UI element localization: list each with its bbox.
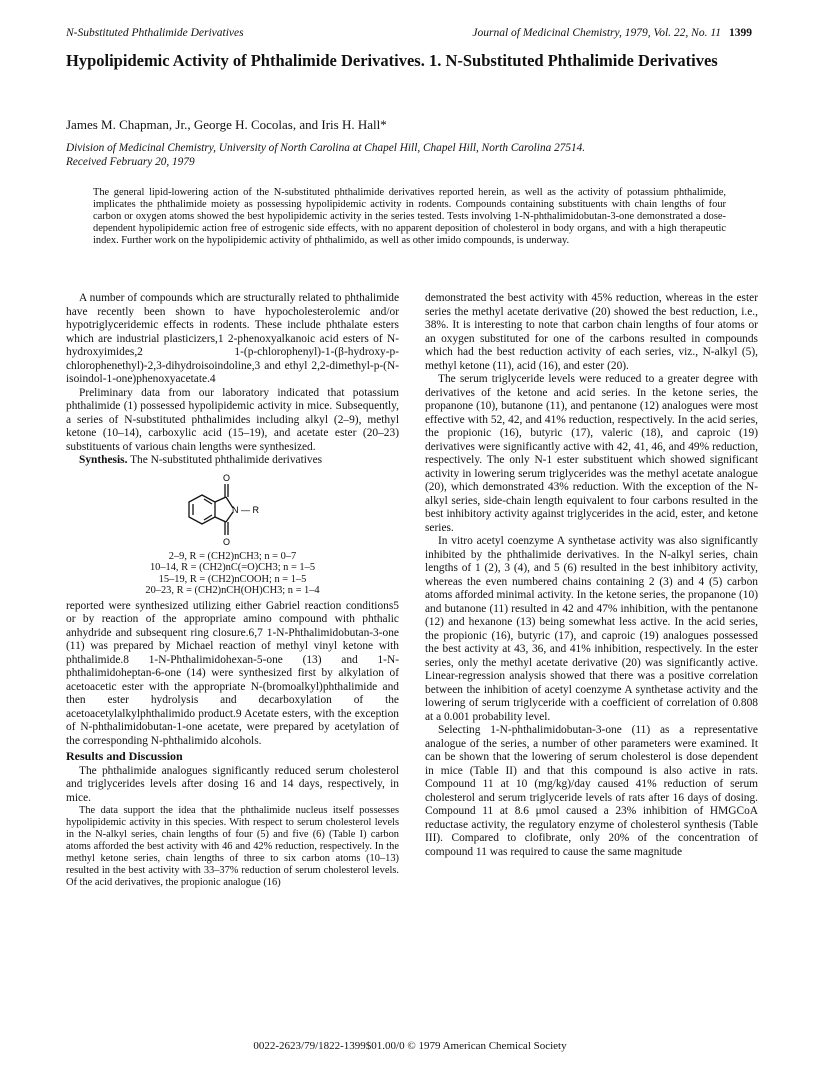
copyright-footer: 0022-2623/79/1822-1399$01.00/0 © 1979 American Chemical Society [253,1040,567,1052]
formula-line: 2–9, R = (CH2)nCH3; n = 0–7 [168,550,297,562]
formula-line: 15–19, R = (CH2)nCOOH; n = 1–5 [158,573,307,585]
results-paragraph-2: The data support the idea that the phthalimide nucleus itself possesses hypolipidemic activity in this species. With respect to serum cholesterol levels in the N-alkyl series, chain lengths of four (5) and five (6) (Table I) carbon atoms afforded the best activity with 46 and 42% reduction, respectively. In the methyl ketone series, chain lengths of three to six carbon atoms (10–13) resulted in the best activity with 33–37% reduction of serum cholesterol levels. Of the acid derivatives, the propionic analogue (16) [66,805,399,888]
article-title: Hypolipidemic Activity of Phthalimide Derivatives. 1. N-Substituted Phthalimide Derivatives [66,51,718,70]
intro-paragraph-2: Preliminary data from our laboratory indicated that potassium phthalimide (1) possessed hypolipidemic activity in mice. Subsequently, a series of N-substituted phthalimides including alkyl (2–9), methyl ketone (10–14), carboxylic acid (15–19), and acetate ester (20–23) substituents of various chain lengths were synthesized. [66,386,399,453]
author-list: James M. Chapman, Jr., George H. Cocolas, and Iris H. Hall* [66,117,387,132]
results-heading: Results and Discussion [66,749,183,764]
discussion-paragraph-1: demonstrated the best activity with 45% reduction, whereas in the ester series the methyl acetate derivative (20) showed the best reduction, i.e., 38%. It is interesting to note that carbon chain lengths of four atoms or an oxygen substituted for one of the carbons resulted in compounds which had the best reduction activity of each series, viz., N-alkyl (5), methyl ketone (11), acid (16), and ester (20). [425,292,758,372]
carbonyl-oxygen-bottom: O [222,536,230,547]
affiliation: Division of Medicinal Chemistry, University of North Carolina at Chapel Hill, Chapel Hill, North Carolina 27514. [66,142,586,154]
running-title: N-Substituted Phthalimide Derivatives [66,27,244,39]
results-paragraph-1: The phthalimide analogues significantly reduced serum cholesterol and triglycerides levels after dosing 16 and 14 days, respectively, in mice. [66,764,399,804]
discussion-paragraph-3: In vitro acetyl coenzyme A synthetase activity was also significantly inhibited by the phthalimide derivatives. In the N-alkyl series, chain lengths of 1 (2), 3 (4), and 5 (6) resulted in the best inhibitory activity, whereas the even numbered chains containing 2 (3) and 4 (5) carbon atoms afforded minimal activity. In the ketone series, the propanone (10) and butanone (11) resulted in 42 and 47% inhibition, with the pentanone (12) and hexanone (13) being somewhat less active. In the acid series, the propionic (16), butyric (17), and caproic (19) analogues possessed the best activity at 43, 36, and 41% inhibition, respectively. In the ester series, only the methyl acetate derivative (20) was significantly active. Linear-regression analysis showed that there was a positive correlation between the inhibition of acetyl coenzyme A synthetase activity and the lowering of serum triglyceride with a coefficient of correlation of 0.808 at a 0.001 probability level. [425,535,758,723]
right-column [425,292,758,859]
journal-citation [472,27,752,39]
received-date: Received February 20, 1979 [66,155,195,168]
journal-name: Journal of Medicinal Chemistry, 1979, Vol. 22, No. 11 [472,27,721,39]
substituent-formulas [66,551,399,597]
page-number: 1399 [729,27,752,39]
intro-paragraph-1: A number of compounds which are structurally related to phthalimide have recently been shown to have hypocholesterolemic and/or hypotriglyceridemic effects in rodents. These include phthalate esters which are industrial plasticizers,1 2-phenoxyalkanoic acid esters of N-hydroxyimides,2 1-(p-chlorophenyl)-1-(β-hydroxy-p-chlorophenethyl)-2,3-dihydroisoindoline,3 and ethyl 2,2-dimethyl-p-(N-isoindol-1-one)phenoxyacetate.4 [66,292,399,385]
synthesis-continued-paragraph: reported were synthesized utilizing either Gabriel reaction conditions5 or by reaction of the appropriate amino compound with phthalic anhydride and subsequent ring closure.6,7 1-N-Phthalimidobutan-3-one (11) was prepared by Michael reaction of methyl vinyl ketone with phthalimide.8 1-N-Phthalimidohexan-5-one (13) and 1-N-phthalimidoheptan-6-one (14) were synthesized first by alkylation of acetoacetic ester with the appropriate N-(bromoalkyl)phthalimide and then ester hydrolysis and decarboxylation of the acetoacetylalkylphthalimido product.9 Acetate esters, with the exception of N-phthalimidobutan-1-one acetate, were prepared by acetylation of the corresponding N-phthalimido alcohols. [66,599,399,747]
phthalimide-structure-diagram [168,472,298,548]
abstract: The general lipid-lowering action of the N-substituted phthalimide derivatives reported herein, as well as the activity of potassium phthalimide, implicates the phthalimide moiety as possessing hypolipidemic activity in rodents. Compounds containing substituents with chain lengths of four carbon or oxygen atoms showed the best hypolipidemic activity in the series tested. Tests involving 1-N-phthalimidobutan-3-one demonstrated a dose-dependent hypolipidemic action free of estrogenic side effects, with no apparent deposition of cholesterol in body organs, and with a high therapeutic index. Further work on the hypolipidemic activity of phthalimido, as well as other imido compounds, is underway. [93,187,726,246]
formula-line: 10–14, R = (CH2)nC(=O)CH3; n = 1–5 [149,562,316,574]
synthesis-text: The N-substituted phthalimide derivatives [130,454,323,466]
affiliation-block [66,142,756,169]
phthalimide-structure [66,472,399,548]
discussion-paragraph-4: Selecting 1-N-phthalimidobutan-3-one (11) as a representative analogue of the series, a number of other parameters were examined. It can be shown that the lowering of serum cholesterol is dose dependent in mice (Table II) and that this compound is also active in rats. Compound 11 at 10 (mg/kg)/day caused 41% reduction of serum cholesterol and serum triglyceride levels of rats after 16 days of dosing. Compound 11 at 8.6 μmol caused a 23% inhibition of HMGCoA reductase activity, the regulatory enzyme of cholesterol synthesis (Table III). Compared to clofibrate, only 20% of the concentration of compound 11 was required to cause the same magnitude [425,724,758,858]
synthesis-heading: Synthesis. [79,454,128,466]
synthesis-paragraph [66,454,399,468]
discussion-paragraph-2: The serum triglyceride levels were reduced to a greater degree with derivatives of the ketone and acid series. In the ketone series, the propanone (10), butanone (11), and pentanone (12) analogues were most effective with 52, 42, and 41% reduction, respectively. In the acid series, the propionic (16), butyric (17), valeric (18), and caproic (19) derivatives were significantly active with 42, 41, 46, and 49% reduction, respectively. The only N-1 ester substituent which showed significant activity in lowering serum triglycerides was the methyl acetate analogue (20), which demonstrated 43% reduction. With the exception of the N-alkyl series, side-chain length equivalent to four carbons resulted in the best inhibitory activity against triglycerides in the acid, ester, and ketone series. [425,373,758,534]
formula-line: 20–23, R = (CH2)nCH(OH)CH3; n = 1–4 [145,585,320,597]
left-column [66,292,399,889]
nitrogen-substituent-label: N — R [231,504,259,515]
carbonyl-oxygen-top: O [222,472,230,483]
